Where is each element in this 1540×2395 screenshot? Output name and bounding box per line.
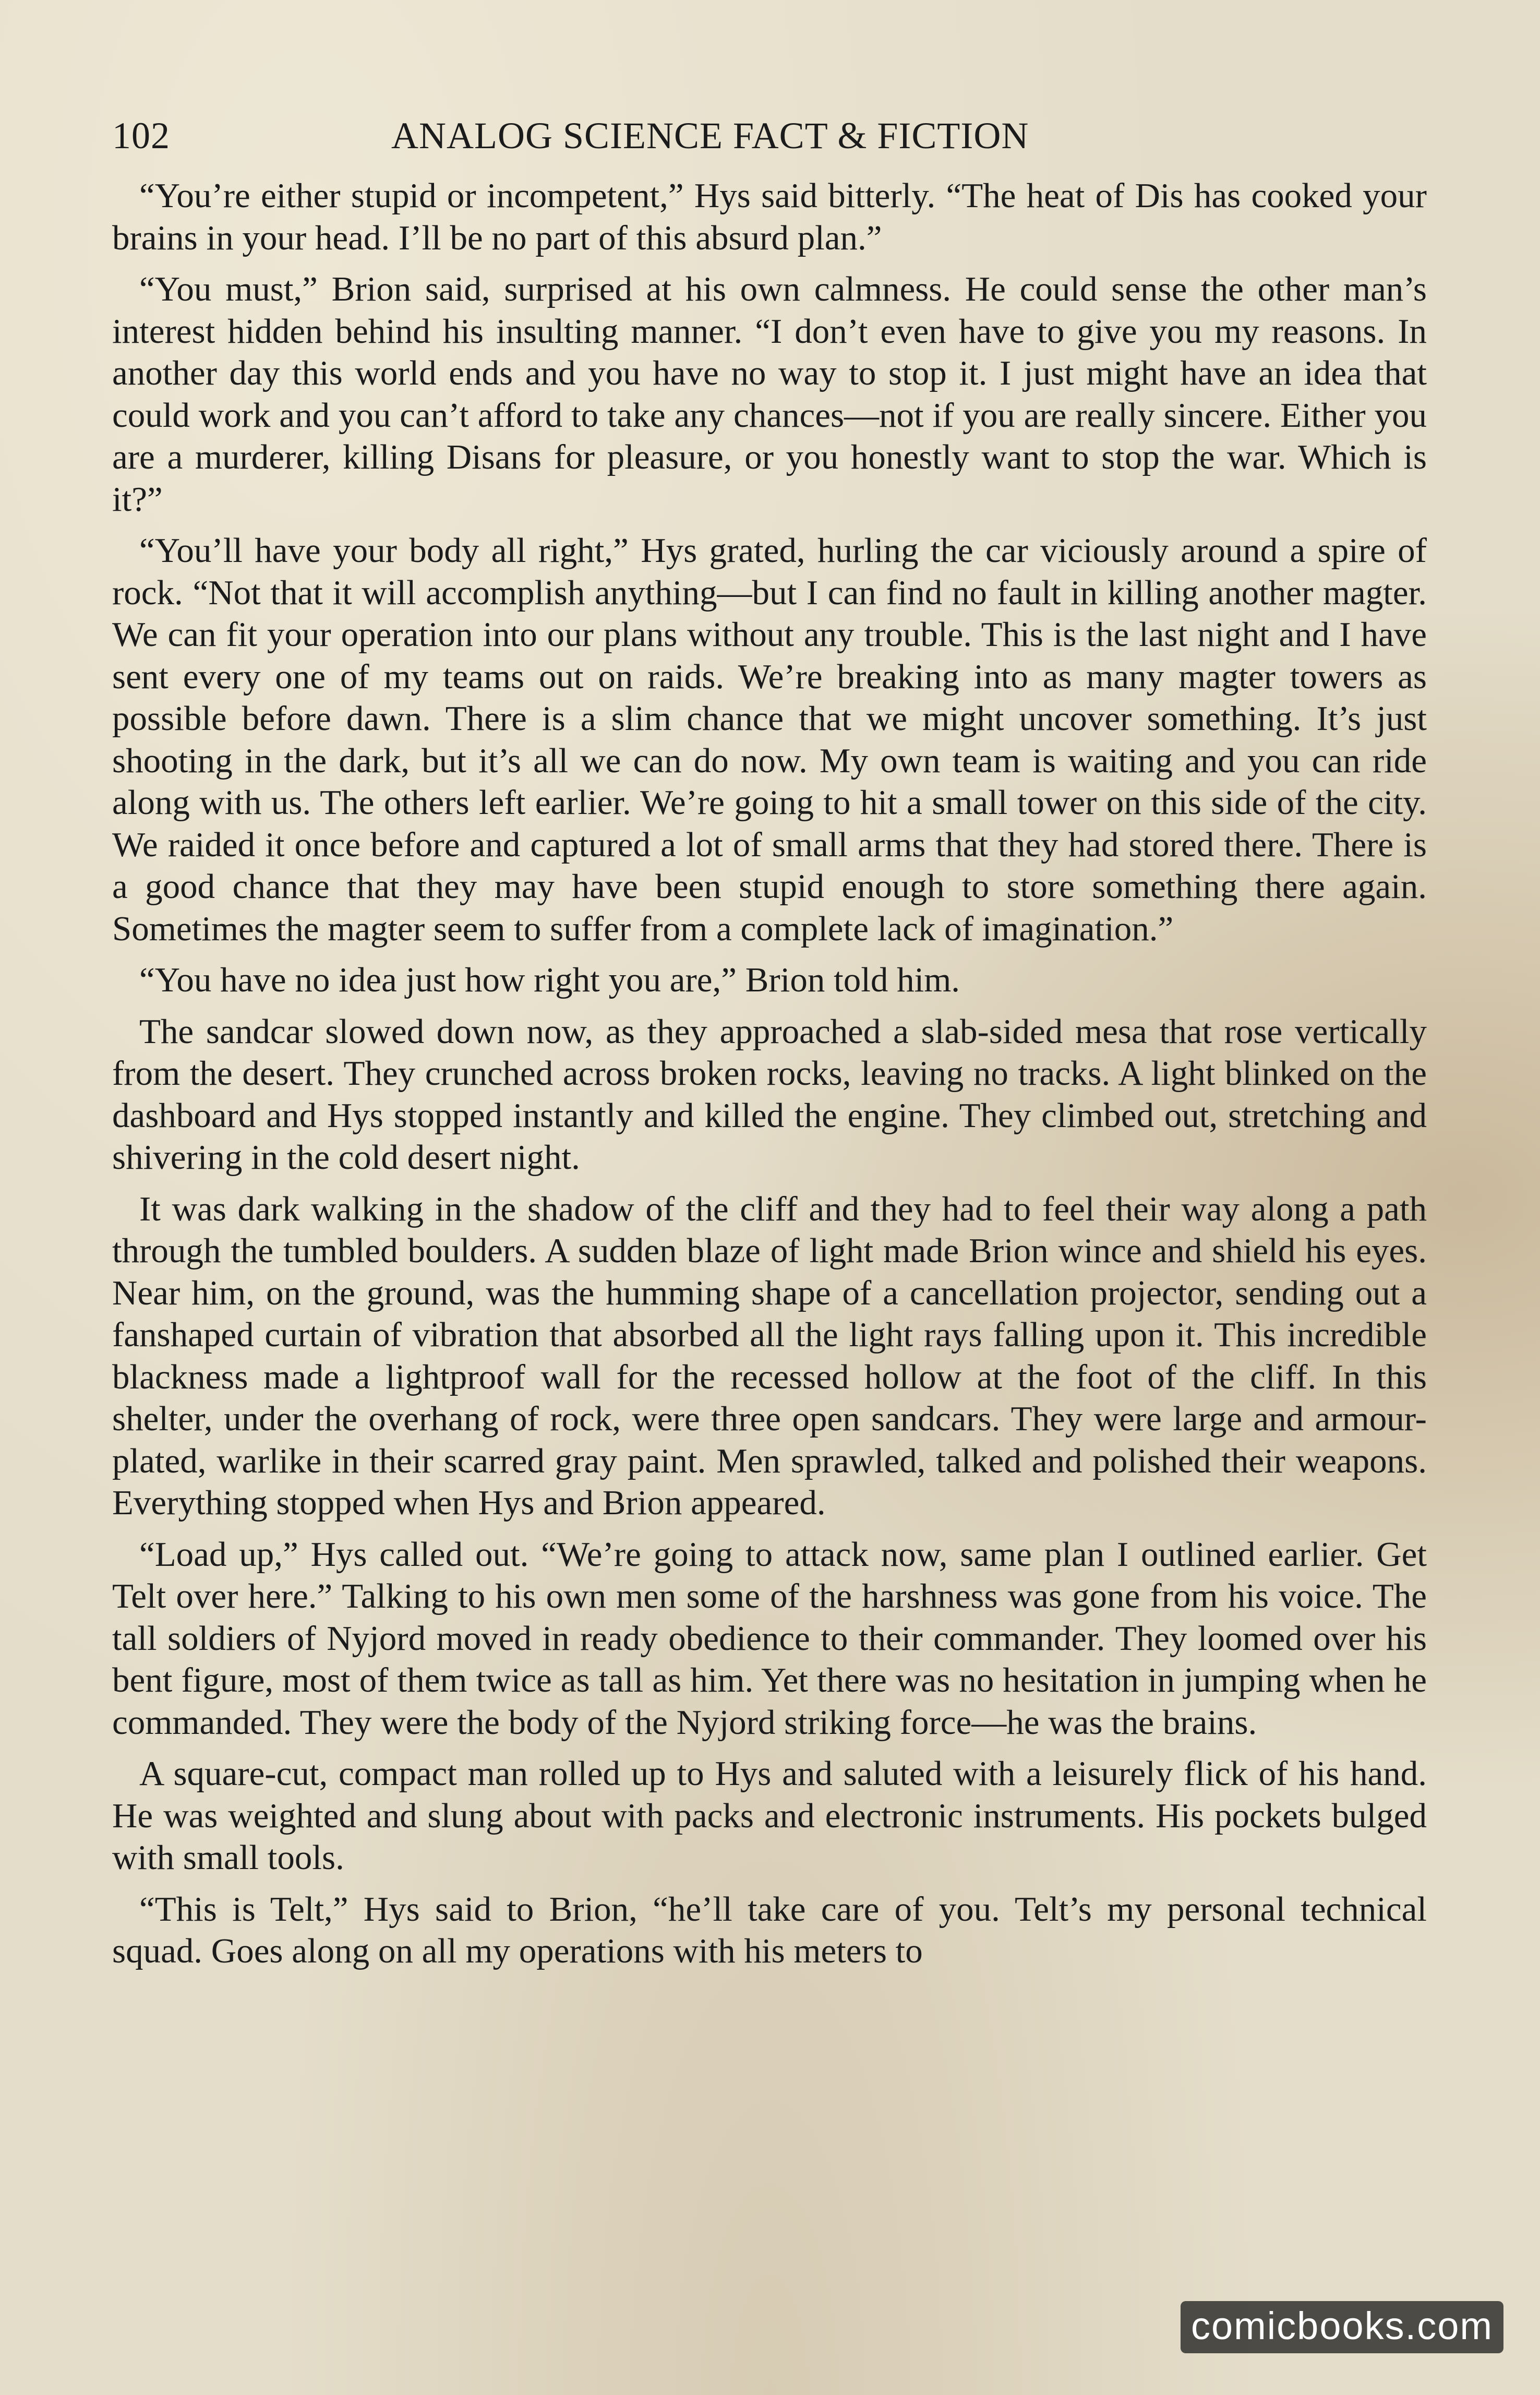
paragraph: “You have no idea just how right you are,” Brion told him.	[139, 961, 960, 999]
paragraph: A square-cut, compact man rolled up to Hys and saluted with a leisurely flick of his hand. He was weighted and slung about with packs and electronic instruments. His pockets bulged with small tools.	[112, 1754, 1427, 1877]
book-page	[112, 107, 1427, 1982]
paragraph: “This is Telt,” Hys said to Brion, “he’ll take care of you. Telt’s my personal technical squad. Goes along on all my operations with his meters to	[112, 1889, 1427, 1970]
body-text	[112, 175, 1427, 1972]
paragraph: The sandcar slowed down now, as they approached a slab-sided mesa that rose vertically from the desert. They crunched across broken rocks, leaving no tracks. A light blinked on the dashboard and Hys stopped instantly and killed the engine. They climbed out, stretching and shivering in the cold desert night.	[112, 1012, 1427, 1177]
paragraph: “You’re either stupid or incompetent,” Hys said bitterly. “The heat of Dis has cooked your brains in your head. I’ll be no part of this absurd plan.”	[112, 176, 1427, 257]
paragraph: It was dark walking in the shadow of the cliff and they had to feel their way along a path through the tumbled boulders. A sudden blaze of light made Brion wince and shield his eyes. Near him, on the ground, was the humming shape of a cancellation projector, sending out a fanshaped curtain of vibration that absorbed all the light rays falling upon it. This incredible blackness made a lightproof wall for the recessed hollow at the foot of the cliff. In this shelter, under the overhang of rock, were three open sandcars. They were large and armour-plated, warlike in their scarred gray paint. Men sprawled, talked and polished their weapons. Everything stopped when Hys and Brion appeared.	[112, 1189, 1427, 1522]
paragraph: “Load up,” Hys called out. “We’re going to attack now, same plan I outlined earlier. Get Telt over here.” Talking to his own men some of the harshness was gone from his voice. The tall soldiers of Nyjord moved in ready obedience to their commander. They loomed over his bent figure, most of them twice as tall as him. Yet there was no hesitation in jumping when he commanded. They were the body of the Nyjord striking force—he was the brains.	[112, 1535, 1427, 1742]
watermark: comicbooks.com	[1181, 2301, 1503, 2353]
paragraph: “You must,” Brion said, surprised at his own calmness. He could sense the other man’s interest hidden behind his insulting manner. “I don’t even have to give you my reasons. In another day this world ends and you have no way to stop it. I just might have an idea that could work and you can’t afford to take any chances—not if you are really sincere. Either you are a murderer, killing Disans for pleasure, or you honestly want to stop the war. Which is it?”	[112, 270, 1427, 519]
page-number: 102	[112, 115, 170, 157]
page-header	[112, 107, 1427, 164]
paragraph: “You’ll have your body all right,” Hys grated, hurling the car viciously around a spire of rock. “Not that it will accomplish anything—but I can find no fault in killing another magter. We can fit your operation into our plans without any trouble. This is the last night and I have sent every one of my teams out on raids. We’re breaking into as many magter towers as possible before dawn. There is a slim chance that we might uncover something. It’s just shooting in the dark, but it’s all we can do now. My own team is waiting and you can ride along with us. The others left earlier. We’re going to hit a small tower on this side of the city. We raided it once before and captured a lot of small arms that they had stored there. There is a good chance that they may have been stupid enough to store something there again. Sometimes the magter seem to suffer from a complete lack of imagination.”	[112, 531, 1427, 948]
running-head: ANALOG SCIENCE FACT & FICTION	[391, 115, 1029, 157]
